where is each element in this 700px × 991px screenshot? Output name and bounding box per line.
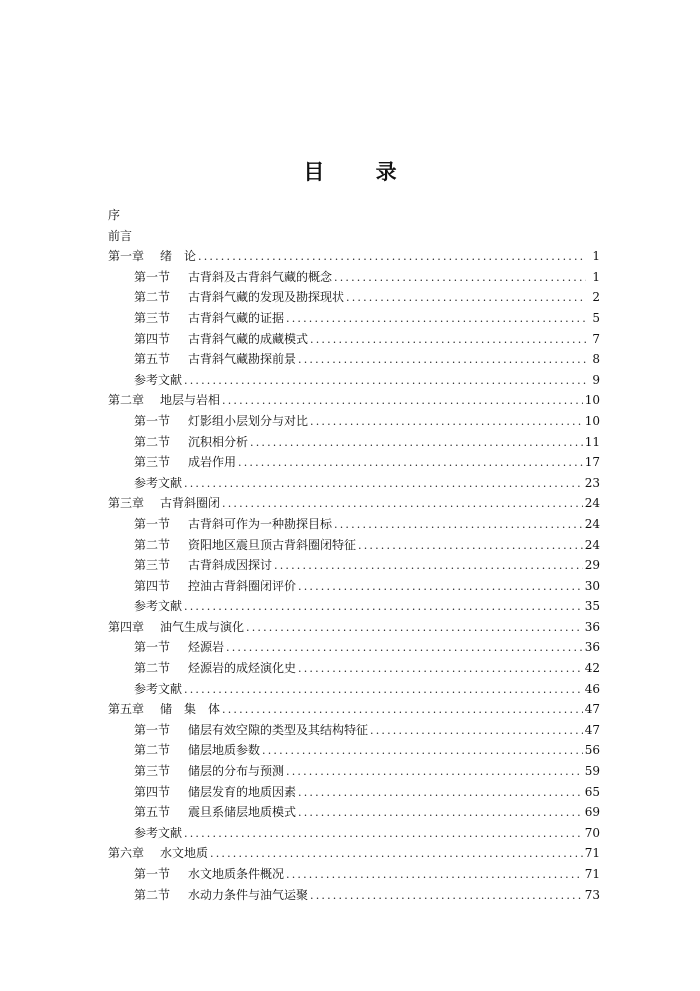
- dot-leader: [298, 350, 586, 370]
- page-number: 29: [584, 558, 600, 573]
- dot-leader: [198, 247, 586, 267]
- dot-leader: [238, 453, 583, 473]
- toc-entry-section: [108, 452, 600, 473]
- page-number: 69: [584, 805, 600, 820]
- page-number: 65: [584, 784, 600, 799]
- section-number: 第二节: [134, 434, 171, 449]
- entry-title: 参考文献: [134, 372, 183, 387]
- chapter-number: 第四章: [108, 619, 145, 634]
- entry-title: 绪 论: [160, 249, 197, 264]
- entry-title: 古背斜气藏的证据: [188, 310, 285, 325]
- entry-title: 储层发育的地质因素: [188, 784, 297, 799]
- dot-leader: [226, 638, 583, 658]
- toc-entry-section: [108, 576, 600, 597]
- toc-entry-section: [108, 720, 600, 741]
- toc-entry-section: [108, 740, 600, 761]
- entry-title: 参考文献: [134, 475, 183, 490]
- section-number: 第四节: [134, 331, 171, 346]
- toc-entry-chapter: [108, 246, 600, 267]
- section-number: 第三节: [134, 310, 171, 325]
- toc-entry-ref: [108, 823, 600, 844]
- toc-entry-chapter: [108, 390, 600, 411]
- page-number: 59: [584, 764, 600, 779]
- toc-entry-chapter: [108, 843, 600, 864]
- dot-leader: [222, 494, 583, 514]
- page-number: 2: [592, 290, 600, 305]
- toc-entry-section: [108, 514, 600, 535]
- entry-title: 水文地质条件概况: [188, 867, 285, 881]
- toc-entry-section: [108, 287, 600, 308]
- entry-title: 古背斜可作为一种勘探目标: [188, 516, 333, 531]
- page-number: 9: [592, 372, 600, 387]
- section-number: 第二节: [134, 290, 171, 305]
- entry-title: 参考文献: [134, 599, 183, 614]
- dot-leader: [274, 556, 583, 576]
- page-number: 42: [584, 661, 600, 676]
- page-number: 7: [592, 331, 600, 346]
- section-number: 第二节: [134, 887, 171, 902]
- page-number: 24: [584, 496, 600, 511]
- dot-leader: [298, 783, 583, 803]
- toc-entry-section: [108, 782, 600, 803]
- chapter-number: 第三章: [108, 496, 145, 511]
- entry-title: 储层有效空隙的类型及其结构特征: [188, 722, 369, 737]
- entry-title: 古背斜气藏的发现及勘探现状: [188, 290, 345, 305]
- toc-entry-section: [108, 885, 600, 906]
- page-number: 46: [584, 681, 600, 696]
- section-number: 第五节: [134, 352, 171, 367]
- entry-title: 沉积相分析: [188, 434, 249, 449]
- page-number: 36: [584, 619, 600, 634]
- entry-title: 古背斜成因探讨: [188, 558, 273, 573]
- section-number: 第二节: [134, 743, 171, 758]
- toc-entry-section: [108, 308, 600, 329]
- page-number: 71: [584, 867, 600, 881]
- dot-leader: [310, 330, 586, 350]
- entry-title: 参考文献: [134, 825, 183, 840]
- page-number: 1: [592, 249, 600, 264]
- dot-leader: [184, 474, 583, 494]
- entry-title: 储层的分布与预测: [188, 764, 285, 779]
- toc-entry-section: [108, 432, 600, 453]
- dot-leader: [346, 288, 586, 308]
- entry-title: 古背斜气藏勘探前景: [188, 352, 297, 367]
- toc-entry-section: [108, 555, 600, 576]
- chapter-number: 第二章: [108, 393, 145, 408]
- toc-entry-section: [108, 802, 600, 823]
- page-number: 5: [592, 310, 600, 325]
- dot-leader: [210, 844, 583, 864]
- entry-title: 资阳地区震旦顶古背斜圈闭特征: [188, 537, 357, 552]
- section-number: 第一节: [134, 516, 171, 531]
- entry-title: 烃源岩的成烃演化史: [188, 661, 297, 676]
- page-title: 目 录: [303, 160, 419, 184]
- page-number: 1: [592, 269, 600, 284]
- toc-entry-plain: [108, 226, 600, 247]
- entry-title: 古背斜及古背斜气藏的概念: [188, 269, 333, 284]
- entry-title: 油气生成与演化: [160, 619, 245, 634]
- dot-leader: [184, 824, 583, 844]
- section-number: 第一节: [134, 640, 171, 655]
- entry-title: 水动力条件与油气运聚: [188, 887, 309, 902]
- page-number: 17: [584, 455, 600, 470]
- entry-title: 古背斜气藏的成藏模式: [188, 331, 309, 346]
- entry-title: 成岩作用: [188, 455, 237, 470]
- page-number: 47: [584, 722, 600, 737]
- toc-entry-chapter: [108, 493, 600, 514]
- section-number: 第二节: [134, 661, 171, 676]
- toc-entry-chapter: [108, 617, 600, 638]
- section-number: 第一节: [134, 867, 171, 881]
- toc-entry-ref: [108, 370, 600, 391]
- toc-entry-section: [108, 349, 600, 370]
- entry-title: 控油古背斜圈闭评价: [188, 578, 297, 593]
- dot-leader: [286, 762, 583, 782]
- entry-title: 震旦系储层地质模式: [188, 805, 297, 820]
- toc-entry-plain: [108, 205, 600, 226]
- toc-entry-chapter: [108, 699, 600, 720]
- dot-leader: [298, 659, 583, 679]
- page-number: 47: [584, 702, 600, 717]
- entry-title: 地层与岩相: [160, 393, 221, 408]
- section-number: 第五节: [134, 805, 171, 820]
- page-number: 24: [584, 516, 600, 531]
- toc-entry-ref: [108, 679, 600, 700]
- section-number: 第二节: [134, 537, 171, 552]
- page-number: 36: [584, 640, 600, 655]
- dot-leader: [246, 618, 583, 638]
- section-number: 第三节: [134, 455, 171, 470]
- toc-entry-ref: [108, 473, 600, 494]
- entry-title: 前言: [108, 228, 133, 243]
- dot-leader: [310, 412, 583, 432]
- section-number: 第三节: [134, 764, 171, 779]
- toc-entry-section: [108, 267, 600, 288]
- chapter-number: 第五章: [108, 702, 145, 717]
- section-number: 第一节: [134, 722, 171, 737]
- section-number: 第一节: [134, 413, 171, 428]
- page-number: 8: [592, 352, 600, 367]
- page-number: 23: [584, 475, 600, 490]
- page-number: 10: [584, 413, 600, 428]
- dot-leader: [298, 803, 583, 823]
- dot-leader: [334, 268, 586, 288]
- toc-entry-section: [108, 864, 600, 885]
- page-number: 70: [584, 825, 600, 840]
- dot-leader: [184, 597, 583, 617]
- toc-entry-ref: [108, 596, 600, 617]
- entry-title: 储 集 体: [160, 702, 221, 717]
- toc-entry-section: [108, 411, 600, 432]
- page-number: 73: [584, 887, 600, 902]
- section-number: 第四节: [134, 784, 171, 799]
- page-number: 71: [584, 846, 600, 861]
- section-number: 第一节: [134, 269, 171, 284]
- dot-leader: [222, 700, 583, 720]
- entry-title: 古背斜圈闭: [160, 496, 221, 511]
- dot-leader: [370, 721, 583, 741]
- entry-title: 灯影组小层划分与对比: [188, 413, 309, 428]
- toc-entry-section: [108, 637, 600, 658]
- dot-leader: [286, 309, 586, 329]
- section-number: 第四节: [134, 578, 171, 593]
- entry-title: 序: [108, 208, 121, 222]
- table-of-contents: [108, 205, 600, 905]
- toc-entry-section: [108, 329, 600, 350]
- toc-entry-section: [108, 761, 600, 782]
- chapter-number: 第六章: [108, 846, 145, 861]
- entry-title: 烃源岩: [188, 640, 225, 655]
- dot-leader: [184, 371, 586, 391]
- entry-title: 参考文献: [134, 681, 183, 696]
- dot-leader: [310, 886, 583, 906]
- dot-leader: [250, 433, 583, 453]
- page-number: 10: [584, 393, 600, 408]
- chapter-number: 第一章: [108, 249, 145, 264]
- toc-entry-section: [108, 658, 600, 679]
- dot-leader: [298, 577, 583, 597]
- dot-leader: [334, 515, 583, 535]
- dot-leader: [286, 865, 583, 885]
- page-number: 30: [584, 578, 600, 593]
- entry-title: 储层地质参数: [188, 743, 261, 758]
- toc-entry-section: [108, 535, 600, 556]
- page-number: 56: [584, 743, 600, 758]
- page-number: 24: [584, 537, 600, 552]
- section-number: 第三节: [134, 558, 171, 573]
- page-number: 11: [584, 434, 600, 449]
- dot-leader: [184, 680, 583, 700]
- dot-leader: [358, 536, 583, 556]
- entry-title: 水文地质: [160, 846, 209, 861]
- page-number: 35: [584, 599, 600, 614]
- dot-leader: [262, 741, 583, 761]
- dot-leader: [222, 391, 583, 411]
